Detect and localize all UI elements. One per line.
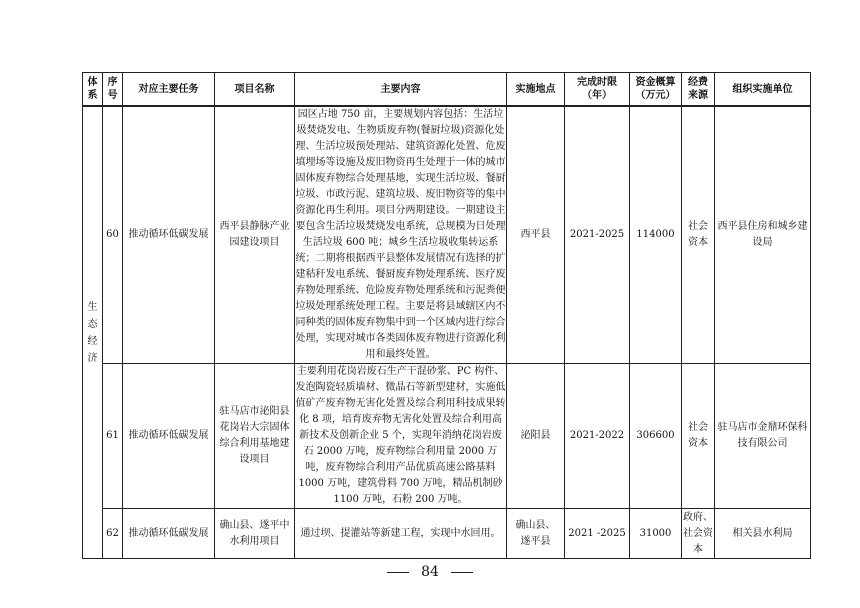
- header-task: 对应主要任务: [123, 73, 215, 107]
- row-task: 推动循环低碳发展: [123, 364, 215, 509]
- row-location: 确山县、遂平县: [507, 509, 565, 559]
- table-row: [83, 509, 811, 559]
- header-org: 组织实施单位: [715, 73, 811, 107]
- row-budget: 306600: [630, 364, 682, 509]
- row-no: 60: [103, 106, 123, 364]
- row-no: 61: [103, 364, 123, 509]
- row-source: 政府、社会资本: [682, 509, 715, 559]
- row-task: 推动循环低碳发展: [123, 106, 215, 364]
- row-org: 相关县水利局: [715, 509, 811, 559]
- row-org: 驻马店市金鼎环保科技有限公司: [715, 364, 811, 509]
- row-location: 西平县: [507, 106, 565, 364]
- row-source: 社会资本: [682, 106, 715, 364]
- table-row: [83, 106, 811, 364]
- page-footer: [0, 564, 860, 580]
- row-name: 驻马店市泌阳县花岗岩大宗固体综合利用基地建设项目: [215, 364, 295, 509]
- row-location: 泌阳县: [507, 364, 565, 509]
- header-source: 经费来源: [682, 73, 715, 107]
- header-budget: 资金概算（万元）: [630, 73, 682, 107]
- header-content: 主要内容: [295, 73, 507, 107]
- row-deadline: 2021-2025: [565, 106, 630, 364]
- footer-dash-left: [387, 572, 409, 573]
- row-name: 西平县静脉产业园建设项目: [215, 106, 295, 364]
- row-deadline: 2021 -2025: [565, 509, 630, 559]
- table-row: [83, 364, 811, 509]
- row-deadline: 2021-2022: [565, 364, 630, 509]
- row-org: 西平县住房和城乡建设局: [715, 106, 811, 364]
- row-content: 园区占地 750 亩，主要规划内容包括：生活垃圾焚烧发电、生物质废弃物(餐厨垃圾)资源化处理、生活垃圾预处理站、建筑资源化处置、危废填埋场等设施及废旧物资再生处理于一体的城市固体废弃物综合处理基地，实现生活垃圾、餐厨垃圾、市政污泥、建筑垃圾、废旧物资等的集中资源化再生利用。项目分两期建设。一期建设主要包含生活垃圾焚烧发电系统，总规模为日处理生活垃圾 600 吨；城乡生活垃圾收集转运系统；二期将根据西平县整体发展情况有选择的扩建秸秆发电系统、餐厨废弃物处理系统、医疗废弃物处理系统、危险废弃物处理系统和污泥粪便垃圾处理系统处理工程。主要是将县域辖区内不同种类的固体废弃物集中到一个区域内进行综合处理，实现对城市各类固体废弃物进行资源化利用和最终处置。: [295, 106, 507, 364]
- category-cell: 生态经济: [83, 106, 103, 559]
- header-no: 序号: [103, 73, 123, 107]
- row-task: 推动循环低碳发展: [123, 509, 215, 559]
- project-table: [82, 72, 811, 559]
- header-deadline: 完成时限（年）: [565, 73, 630, 107]
- row-name: 确山县、遂平中水利用项目: [215, 509, 295, 559]
- header-row: [83, 73, 811, 107]
- row-budget: 114000: [630, 106, 682, 364]
- row-content: 主要利用花岗岩废石生产干混砂浆、PC 构件、发泡陶瓷轻质墙材、微晶石等新型建材，实施低值矿产废弃物无害化处置及综合利用科技成果转化 8 项，培育废弃物无害化处置及综合利用高新技术及创新企业 5 个，实现年消纳花岗岩废石 2000 万吨，废弃物综合利用量 2000 万吨，废弃物综合利用产品优质高速公路基料 1000 万吨，建筑骨料 700 万吨，精品机制砂 1100 万吨，石粉 200 万吨。: [295, 364, 507, 509]
- row-content: 通过坝、提灌站等新建工程，实现中水回用。: [295, 509, 507, 559]
- page-number: 84: [421, 564, 439, 580]
- row-budget: 31000: [630, 509, 682, 559]
- header-system: 体系: [83, 73, 103, 107]
- footer-dash-right: [451, 572, 473, 573]
- row-no: 62: [103, 509, 123, 559]
- header-location: 实施地点: [507, 73, 565, 107]
- header-name: 项目名称: [215, 73, 295, 107]
- row-source: 社会资本: [682, 364, 715, 509]
